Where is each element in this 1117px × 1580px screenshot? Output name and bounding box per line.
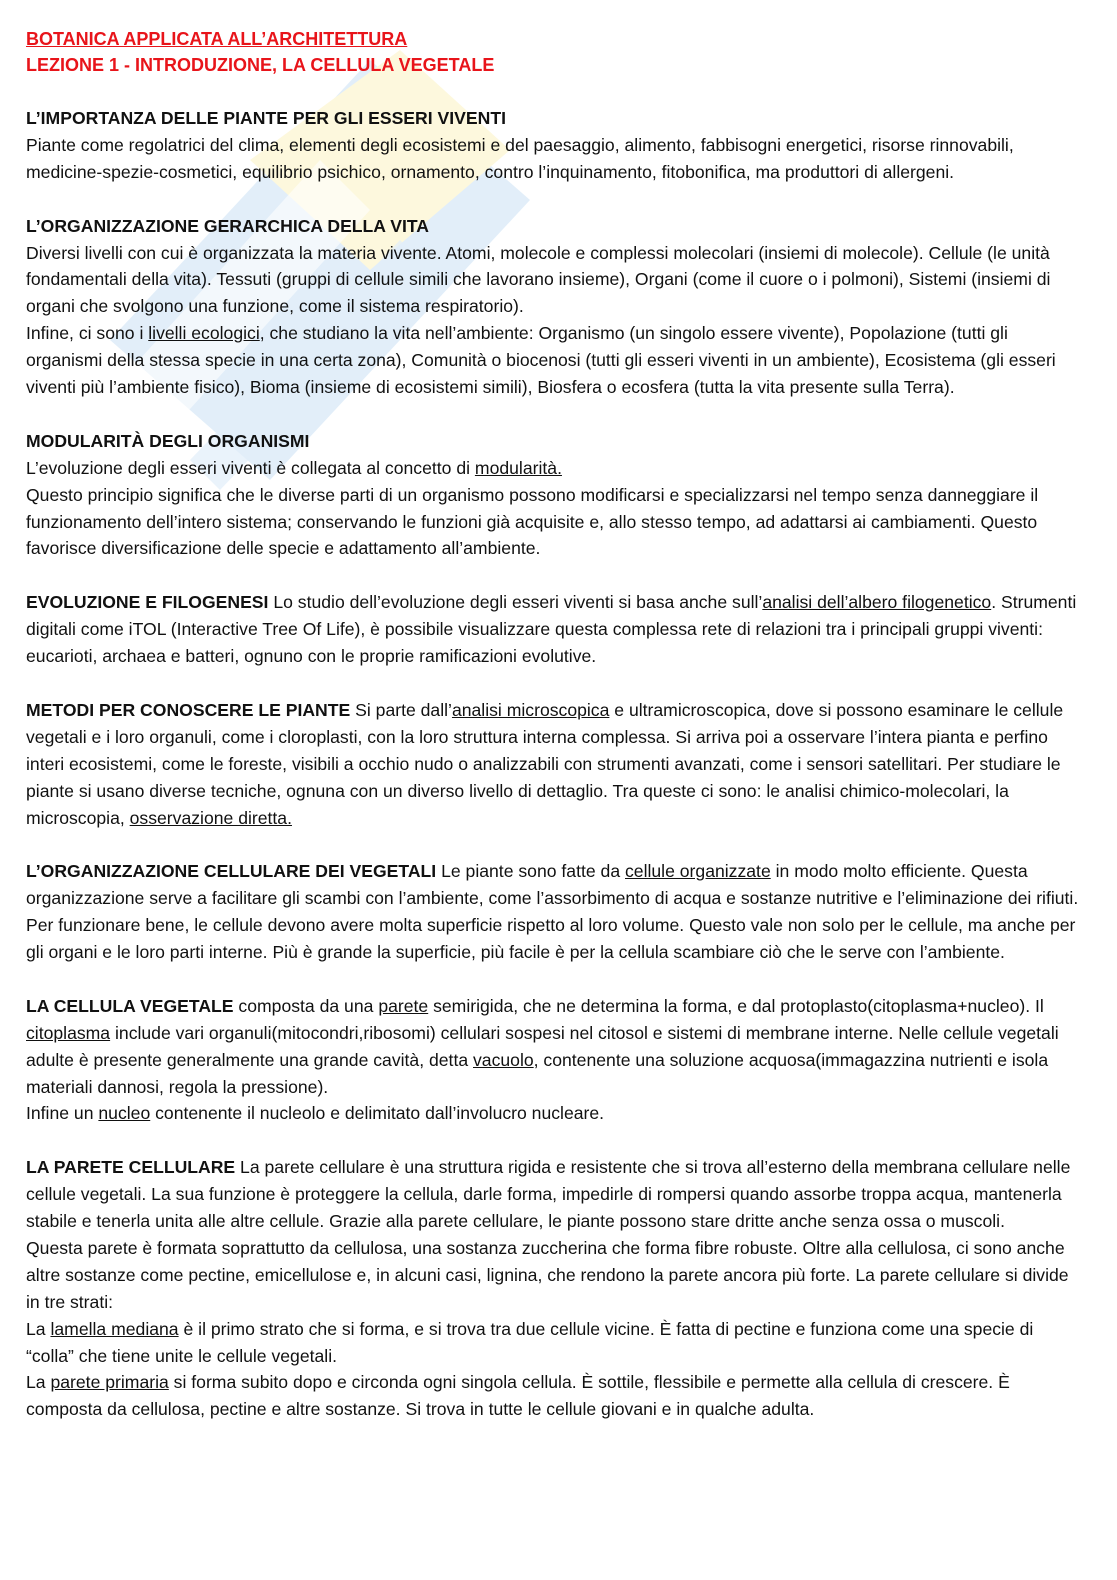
- section-evoluzione: [26, 589, 1086, 670]
- paragraph: [26, 1316, 1086, 1370]
- text-run: composta da una: [233, 995, 379, 1016]
- paragraph: [26, 455, 1086, 482]
- paragraph: [26, 589, 1086, 670]
- section-organizzazione-gerarchica: [26, 213, 1086, 401]
- paragraph: [26, 1154, 1086, 1235]
- text-run: La: [26, 1372, 51, 1393]
- section-importanza: [26, 105, 1086, 186]
- text-run: semirigida, che ne determina la forma, e dal protoplasto(citoplasma+nucleo). Il: [428, 995, 1044, 1016]
- section-modularita: [26, 428, 1086, 563]
- paragraph: [26, 1100, 1086, 1127]
- text-run: Le piante sono fatte da: [436, 861, 625, 882]
- text-run: La parete cellulare è una struttura rigida e resistente che si trova all’esterno della membrana cellulare nelle cellule vegetali. La sua funzione è proteggere la cellula, darle forma, impedirle di rompersi quando assorbe troppa acqua, mantenerla stabile e tenerla unita alle altre cellule. Grazie alla parete cellulare, le piante possono stare dritte anche senza ossa o muscoli.: [26, 1157, 1071, 1232]
- section-heading: EVOLUZIONE E FILOGENESI: [26, 592, 269, 613]
- section-heading: LA CELLULA VEGETALE: [26, 995, 234, 1016]
- underlined-term: livelli ecologici: [148, 323, 260, 344]
- paragraph: Questo principio significa che le diverse parti di un organismo possono modificarsi e specializzarsi nel tempo senza danneggiare il funzionamento dell’intero sistema; conservando le funzioni già acquisite e, allo stesso tempo, ad adattarsi ai cambiamenti. Questo favorisce diversificazione delle specie e adattamento all’ambiente.: [26, 484, 1039, 559]
- paragraph: Diversi livelli con cui è organizzata la materia vivente. Atomi, molecole e complessi molecolari (insiemi di molecole). Cellule (le unità fondamentali della vita). Tessuti (gruppi di cellule simili che lavorano insieme), Organi (come il cuore o i polmoni), Sistemi (insiemi di organi che svolgono una funzione, come il sistema respiratorio).: [26, 242, 1051, 317]
- text-run: in modo molto efficiente. Questa organizzazione serve a facilitare gli scambi con l’ambiente, come l’assorbimento di acqua e sostanze nutritive e l’eliminazione dei rifiuti. Per funzionare bene, le cellule devono avere molta superficie rispetto al loro volume. Questo vale non solo per le cellule, ma anche per gli organi e le loro parti interne. Più è grande la superficie, più facile è per la cellula scambiare ciò che le serve con l’ambiente.: [26, 861, 1079, 963]
- section-heading: L’IMPORTANZA DELLE PIANTE PER GLI ESSERI VIVENTI: [26, 108, 506, 128]
- underlined-term: cellule organizzate: [625, 861, 771, 882]
- text-run: contenente il nucleolo e delimitato dall’involucro nucleare.: [150, 1103, 605, 1124]
- text-run: Infine un: [26, 1103, 99, 1124]
- underlined-term: analisi dell’albero filogenetico: [762, 592, 992, 613]
- text-run: è il primo strato che si forma, e si trova tra due cellule vicine. È fatta di pectine e funziona come una specie di “colla” che tiene unite le cellule vegetali.: [26, 1318, 1034, 1366]
- section-organizzazione-cellulare: [26, 858, 1086, 966]
- text-run: Lo studio dell’evoluzione degli esseri viventi si basa anche sull’: [268, 592, 763, 613]
- paragraph: [26, 697, 1086, 832]
- text-run: L’evoluzione degli esseri viventi è collegata al concetto di: [26, 457, 475, 478]
- text-run: , che studiano la vita nell’ambiente: Organismo (un singolo essere vivente), Popolazione (tutti gli organismi della stessa specie in una certa zona), Comunità o biocenosi (tutti gli esseri viventi in un ambiente), Ecosistema (gli esseri viventi più l’ambiente fisico), Bioma (insieme di ecosistemi simili), Biosfera o ecosfera (tutta la vita presente sulla Terra).: [26, 323, 1056, 398]
- paragraph: Questa parete è formata soprattutto da cellulosa, una sostanza zuccherina che forma fibre robuste. Oltre alla cellulosa, ci sono anche altre sostanze come pectine, emicellulose e, in alcuni casi, lignina, che rendono la parete ancora più forte. La parete cellulare si divide in tre strati:: [26, 1237, 1069, 1312]
- paragraph: Piante come regolatrici del clima, elementi degli ecosistemi e del paesaggio, alimento, fabbisogni energetici, risorse rinnovabili, medicine-spezie-cosmetici, equilibrio psichico, ornamento, contro l’inquinamento, fitobonifica, ma produttori di allergeni.: [26, 134, 1014, 182]
- text-run: , contenente una soluzione acquosa(immagazzina nutrienti e isola materiali dannosi, regola la pressione).: [26, 1049, 1049, 1097]
- paragraph: [26, 1369, 1086, 1423]
- underlined-term: lamella mediana: [50, 1318, 179, 1339]
- document-page: [26, 26, 1086, 1423]
- underlined-term: analisi microscopica: [451, 699, 610, 720]
- text-run: Infine, ci sono i: [26, 323, 149, 344]
- paragraph: [26, 320, 1086, 401]
- text-run: si forma subito dopo e circonda ogni singola cellula. È sottile, flessibile e permette alla cellula di crescere. È composta da cellulosa, pectine e altre sostanze. Si trova in tutte le cellule giovani e in qualche adulta.: [26, 1372, 1010, 1420]
- section-heading: MODULARITÀ DEGLI ORGANISMI: [26, 430, 310, 451]
- section-heading: METODI PER CONOSCERE LE PIANTE: [26, 699, 351, 720]
- underlined-term: parete: [378, 995, 429, 1016]
- underlined-term: citoplasma: [26, 1022, 111, 1043]
- text-run: e ultramicroscopica, dove si possono esaminare le cellule vegetali e i loro organuli, come i cloroplasti, con la loro struttura interna complessa. Si arriva poi a osservare l’intera pianta e perfino interi ecosistemi, come le foreste, visibili a occhio nudo o analizzabili con strumenti avanzati, come i sensori satellitari. Per studiare le piante si usano diverse tecniche, ognuna con un diverso livello di dettaglio. Tra queste ci sono: le analisi chimico-molecolari, la microscopia,: [26, 699, 1064, 828]
- underlined-term: vacuolo: [473, 1049, 534, 1070]
- text-run: . Strumenti digitali come iTOL (Interactive Tree Of Life), è possibile visualizzare questa complessa rete di relazioni tra i principali gruppi viventi: eucarioti, archaea e batteri, ognuno con le proprie ramificazioni evolutive.: [26, 592, 1077, 667]
- section-heading: L’ORGANIZZAZIONE GERARCHICA DELLA VITA: [26, 215, 430, 236]
- section-parete-cellulare: [26, 1154, 1086, 1423]
- section-metodi: [26, 697, 1086, 832]
- section-cellula-vegetale: [26, 993, 1086, 1128]
- paragraph: [26, 993, 1086, 1101]
- underlined-term: nucleo: [98, 1103, 151, 1124]
- document-title: BOTANICA APPLICATA ALL’ARCHITETTURA: [26, 29, 408, 49]
- paragraph: [26, 858, 1086, 966]
- underlined-term: parete primaria: [50, 1372, 169, 1393]
- underlined-term: osservazione diretta.: [129, 807, 292, 828]
- section-heading: LA PARETE CELLULARE: [26, 1157, 236, 1178]
- text-run: La: [26, 1318, 51, 1339]
- section-heading: L’ORGANIZZAZIONE CELLULARE DEI VEGETALI: [26, 861, 437, 882]
- document-subtitle: LEZIONE 1 - INTRODUZIONE, LA CELLULA VEGETALE: [26, 55, 495, 75]
- text-run: Si parte dall’: [350, 699, 452, 720]
- underlined-term: modularità.: [474, 457, 562, 478]
- text-run: include vari organuli(mitocondri,ribosomi) cellulari sospesi nel citosol e sistemi di membrane interne. Nelle cellule vegetali adulte è presente generalmente una grande cavità, detta: [26, 1022, 1059, 1070]
